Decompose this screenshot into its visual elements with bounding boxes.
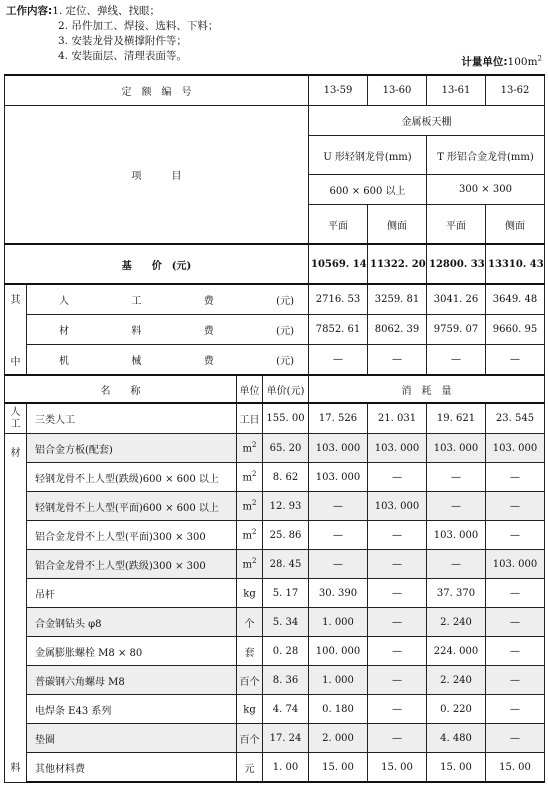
material-row (5, 637, 545, 666)
material-value: — (486, 637, 545, 666)
material-value: — (309, 550, 368, 579)
labor-unit: 工日 (237, 403, 263, 434)
cost-unit: (元) (276, 356, 294, 367)
material-value: 1. 000 (309, 666, 368, 695)
base-price: 10569. 14 (309, 244, 368, 284)
material-unit-text: 元 (244, 763, 255, 775)
material-value: — (486, 521, 545, 550)
cost-value: — (309, 345, 368, 376)
cost-value: 7852. 61 (309, 315, 368, 345)
material-unit-sup: 2 (252, 470, 257, 479)
material-row (5, 492, 545, 521)
material-price: 1. 00 (263, 753, 309, 783)
cost-unit: (元) (276, 296, 294, 307)
material-unit-sup: 2 (252, 441, 257, 450)
cost-row-material (27, 315, 309, 345)
material-unit-text: m (242, 559, 252, 571)
material-row (5, 724, 545, 753)
material-name: 轻钢龙骨不上人型(跌级)600 × 600 以上 (27, 463, 237, 492)
labor-price: 155. 00 (263, 403, 309, 434)
quota-code: 13-62 (486, 75, 545, 106)
cost-value: — (486, 345, 545, 376)
material-value: 103. 000 (427, 434, 486, 463)
material-price: 28. 45 (263, 550, 309, 579)
keel-type-t: T 形铝合金龙骨(mm) (427, 136, 545, 175)
cost-label-part: 人 (59, 296, 69, 307)
material-unit (237, 550, 263, 579)
material-unit (237, 521, 263, 550)
labor-value: 19. 621 (427, 403, 486, 434)
material-unit-text: kg (243, 704, 256, 716)
material-value: 103. 000 (309, 463, 368, 492)
material-value: 100. 000 (309, 637, 368, 666)
material-value: — (486, 608, 545, 637)
material-value: — (427, 492, 486, 521)
cost-row-labor (27, 284, 309, 315)
cost-value: 2716. 53 (309, 284, 368, 315)
material-price: 8. 36 (263, 666, 309, 695)
cost-label-part: 费 (203, 326, 214, 337)
material-unit-text: m (242, 443, 252, 455)
cost-value: 8062. 39 (368, 315, 427, 345)
labor-cat-char: 人 (10, 406, 21, 418)
material-unit-sup: 2 (252, 557, 257, 566)
material-value: 0. 180 (309, 695, 368, 724)
material-price: 5. 34 (263, 608, 309, 637)
material-cat-top: 材 (10, 448, 21, 459)
cost-value: 9660. 95 (486, 315, 545, 345)
work-item: 4. 安装面层、清理表面等。 (58, 50, 187, 62)
cost-label-part: 料 (131, 326, 142, 337)
surface-label: 侧面 (368, 205, 427, 245)
material-unit (237, 695, 263, 724)
labor-value: 23. 545 (486, 403, 545, 434)
material-name: 其他材料费 (27, 753, 237, 783)
cost-label-part: 工 (131, 296, 142, 307)
cost-label-part: 费 (203, 356, 214, 367)
material-unit (237, 753, 263, 783)
material-value: 224. 000 (427, 637, 486, 666)
material-unit (237, 434, 263, 463)
material-value: 15. 00 (427, 753, 486, 783)
cost-value: 3259. 81 (368, 284, 427, 315)
material-value: — (368, 579, 427, 608)
labor-value: 21. 031 (368, 403, 427, 434)
material-unit-text: kg (243, 588, 256, 600)
material-cat-bottom: 料 (10, 762, 21, 774)
cost-row-machine (27, 345, 309, 376)
unit-label: 计量单位: (461, 56, 508, 68)
material-value: 15. 00 (486, 753, 545, 783)
material-value: — (368, 637, 427, 666)
material-value: 103. 000 (486, 434, 545, 463)
quota-code: 13-59 (309, 75, 368, 106)
material-value: 1. 000 (309, 608, 368, 637)
material-unit-text: 百个 (239, 734, 260, 746)
material-row (5, 666, 545, 695)
material-unit-text: 套 (244, 647, 255, 659)
material-unit (237, 637, 263, 666)
material-row (5, 608, 545, 637)
labor-value: 17. 526 (309, 403, 368, 434)
material-value: — (486, 492, 545, 521)
unit-column-header: 单位 (237, 375, 263, 403)
item-label: 项 目 (5, 106, 309, 245)
material-value: 15. 00 (368, 753, 427, 783)
base-price: 13310. 43 (486, 244, 545, 284)
material-value: — (368, 608, 427, 637)
material-row (5, 695, 545, 724)
among-top: 其 (10, 295, 21, 306)
material-row (5, 463, 545, 492)
surface-label: 平面 (309, 205, 368, 245)
material-value: 103. 000 (427, 521, 486, 550)
material-value: 37. 370 (427, 579, 486, 608)
material-value: 103. 000 (368, 434, 427, 463)
base-price-label: 基 价 (元) (5, 244, 309, 284)
quota-code: 13-61 (427, 75, 486, 106)
material-name: 垫圈 (27, 724, 237, 753)
material-value: — (427, 550, 486, 579)
labor-cat-char: 工 (10, 418, 21, 430)
material-unit (237, 463, 263, 492)
name-column-header: 名 称 (5, 375, 237, 403)
labor-category (5, 403, 27, 434)
cost-value: 9759. 07 (427, 315, 486, 345)
material-row (5, 579, 545, 608)
material-name: 电焊条 E43 系列 (27, 695, 237, 724)
consumption-header: 消 耗 量 (309, 375, 545, 403)
material-price: 0. 28 (263, 637, 309, 666)
material-name: 轻钢龙骨不上人型(平面)600 × 600 以上 (27, 492, 237, 521)
material-price: 65. 20 (263, 434, 309, 463)
material-row (5, 434, 545, 463)
cost-value: 3041. 26 (427, 284, 486, 315)
material-value: — (368, 724, 427, 753)
material-value: 103. 000 (368, 492, 427, 521)
cost-unit: (元) (276, 326, 294, 337)
base-price: 11322. 20 (368, 244, 427, 284)
material-value: 0. 220 (427, 695, 486, 724)
among-category (5, 284, 27, 375)
material-price: 5. 17 (263, 579, 309, 608)
quota-table (4, 74, 545, 783)
labor-name: 三类人工 (27, 403, 237, 434)
material-row (5, 521, 545, 550)
material-value: — (486, 463, 545, 492)
material-value: — (486, 724, 545, 753)
material-name: 合金钢钻头 φ8 (27, 608, 237, 637)
material-value: 15. 00 (309, 753, 368, 783)
keel-type-u: U 形轻钢龙骨(mm) (309, 136, 427, 175)
material-name: 普碳钢六角螺母 M8 (27, 666, 237, 695)
material-unit-text: m (242, 472, 252, 484)
work-content-label: 工作内容: (6, 5, 53, 17)
quota-code: 13-60 (368, 75, 427, 106)
price-column-header: 单价(元) (263, 375, 309, 403)
material-value: 2. 240 (427, 666, 486, 695)
material-value: — (368, 666, 427, 695)
cost-label-part: 械 (131, 356, 142, 367)
material-value: 103. 000 (486, 550, 545, 579)
material-price: 12. 93 (263, 492, 309, 521)
material-value: — (486, 666, 545, 695)
cost-value: — (368, 345, 427, 376)
quota-code-label: 定 额 编 号 (5, 75, 309, 106)
material-price: 25. 86 (263, 521, 309, 550)
ceiling-type: 金属板天棚 (309, 106, 545, 136)
material-value: — (368, 695, 427, 724)
material-category (5, 434, 27, 783)
material-row (5, 550, 545, 579)
material-unit (237, 492, 263, 521)
surface-label: 平面 (427, 205, 486, 245)
material-price: 8. 62 (263, 463, 309, 492)
material-value: — (368, 463, 427, 492)
material-value: — (486, 695, 545, 724)
material-value: 2. 000 (309, 724, 368, 753)
spec-t: 300 × 300 (427, 175, 545, 205)
material-name: 铝合金龙骨不上人型(跌级)300 × 300 (27, 550, 237, 579)
material-name: 吊杆 (27, 579, 237, 608)
material-value: — (486, 579, 545, 608)
cost-value: — (427, 345, 486, 376)
material-unit (237, 666, 263, 695)
material-row (5, 753, 545, 783)
material-unit-sup: 2 (252, 528, 257, 537)
material-value: 4. 480 (427, 724, 486, 753)
measurement-unit (461, 54, 542, 69)
material-unit-sup: 2 (252, 499, 257, 508)
material-value: 30. 390 (309, 579, 368, 608)
material-value: 2. 240 (427, 608, 486, 637)
material-value: — (368, 521, 427, 550)
material-name: 金属膨胀螺栓 M8 × 80 (27, 637, 237, 666)
base-price: 12800. 33 (427, 244, 486, 284)
work-item: 3. 安装龙骨及横撑附件等； (58, 35, 187, 47)
surface-label: 侧面 (486, 205, 545, 245)
material-unit (237, 724, 263, 753)
work-item: 2. 吊件加工、焊接、选料、下料； (58, 20, 219, 32)
material-value: — (427, 463, 486, 492)
unit-value: 100m (507, 56, 538, 68)
material-price: 17. 24 (263, 724, 309, 753)
work-item: 1. 定位、弹线、找眼； (52, 5, 161, 17)
material-name: 铝合金方板(配套) (27, 434, 237, 463)
material-unit (237, 608, 263, 637)
material-price: 4. 74 (263, 695, 309, 724)
material-name: 铝合金龙骨不上人型(平面)300 × 300 (27, 521, 237, 550)
material-value: 103. 000 (309, 434, 368, 463)
material-rows (5, 434, 545, 783)
cost-label-part: 费 (203, 296, 214, 307)
material-value: — (368, 550, 427, 579)
among-bottom: 中 (10, 357, 21, 368)
cost-label-part: 机 (59, 356, 69, 367)
material-unit-text: m (242, 530, 252, 542)
material-unit (237, 579, 263, 608)
unit-sup: 2 (537, 54, 542, 63)
cost-value: 3649. 48 (486, 284, 545, 315)
material-unit-text: m (242, 501, 252, 513)
material-value: — (309, 492, 368, 521)
material-value: — (309, 521, 368, 550)
material-unit-text: 个 (244, 618, 255, 630)
material-unit-text: 百个 (239, 676, 260, 688)
cost-label-part: 材 (59, 326, 69, 337)
spec-u: 600 × 600 以上 (309, 175, 427, 205)
